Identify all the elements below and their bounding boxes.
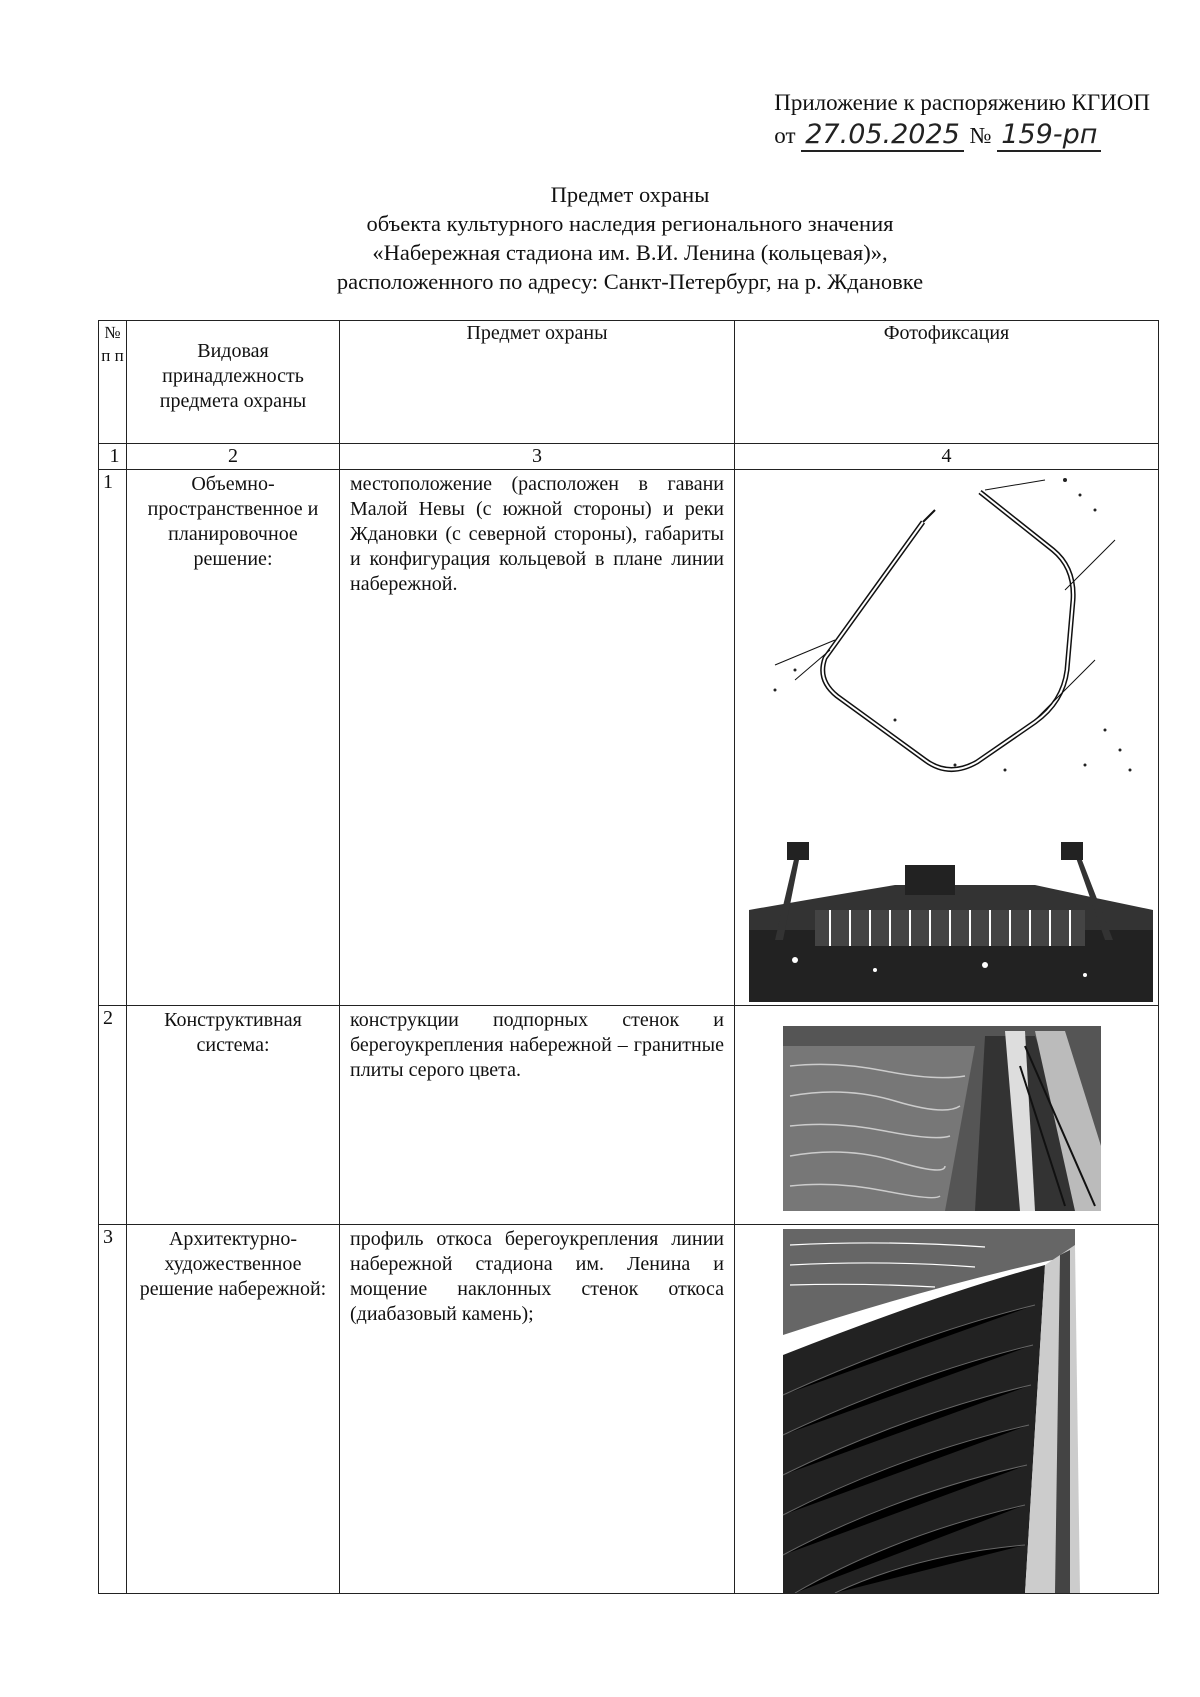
appendix-title: Приложение к распоряжению КГИОП (774, 90, 1150, 115)
document-title (0, 180, 1200, 296)
title-line-2: объекта культурного наследия регионального значения (366, 211, 894, 236)
table-header-row (99, 321, 1159, 444)
header-subject: Предмет охраны (340, 321, 735, 444)
title-line-1: Предмет охраны (550, 182, 710, 207)
table-row (99, 1006, 1159, 1225)
row-photos (735, 1225, 1159, 1594)
row-subject: местоположение (расположен в гавани Малой Невы (с южной стороны) и реки Ждановки (с северной стороны), габариты и конфигурация кольцевой в плане линии набережной. (340, 470, 735, 1006)
granite-wall-photo (735, 1006, 1159, 1224)
row-photos (735, 1006, 1159, 1225)
row-subject: конструкции подпорных стенок и берегоукрепления набережной – гранитные плиты серого цвета. (340, 1006, 735, 1225)
ring-embankment-plan-image (735, 470, 1159, 1005)
title-line-4: расположенного по адресу: Санкт-Петербург, на р. Ждановке (336, 269, 924, 294)
column-number-row (99, 444, 1159, 470)
appendix-header (774, 88, 1150, 151)
header-photo: Фотофиксация (735, 321, 1159, 444)
header-type: Видовая принадлежность предмета охраны (127, 321, 340, 444)
row-type: Конструктивная система: (127, 1006, 340, 1225)
row-photos (735, 470, 1159, 1006)
col-number-4: 4 (735, 444, 1159, 470)
protection-subject-table (98, 320, 1159, 1594)
row-number: 2 (99, 1006, 127, 1225)
header-num: № п п (99, 321, 127, 444)
table-row (99, 470, 1159, 1006)
date-prefix: от (774, 123, 796, 148)
appendix-date-line (774, 120, 1150, 151)
sloped-paving-photo (735, 1225, 1159, 1593)
title-line-3: «Набережная стадиона им. В.И. Ленина (кольцевая)», (372, 240, 888, 265)
row-type: Объемно-пространственное и планировочное решение: (127, 470, 340, 1006)
table-row (99, 1225, 1159, 1594)
col-number-1: 1 (99, 444, 127, 470)
row-number: 1 (99, 470, 127, 1006)
handwritten-number: 159-рп (997, 119, 1101, 152)
stadium-photo (749, 830, 1153, 1002)
col-number-2: 2 (127, 444, 340, 470)
number-prefix: № (969, 123, 992, 148)
row-type: Архитектурно-художественное решение набережной: (127, 1225, 340, 1594)
handwritten-date: 27.05.2025 (801, 119, 964, 152)
col-number-3: 3 (340, 444, 735, 470)
row-subject: профиль откоса берегоукрепления линии набережной стадиона им. Ленина и мощение наклонных стенок откоса (диабазовый камень); (340, 1225, 735, 1594)
row-number: 3 (99, 1225, 127, 1594)
